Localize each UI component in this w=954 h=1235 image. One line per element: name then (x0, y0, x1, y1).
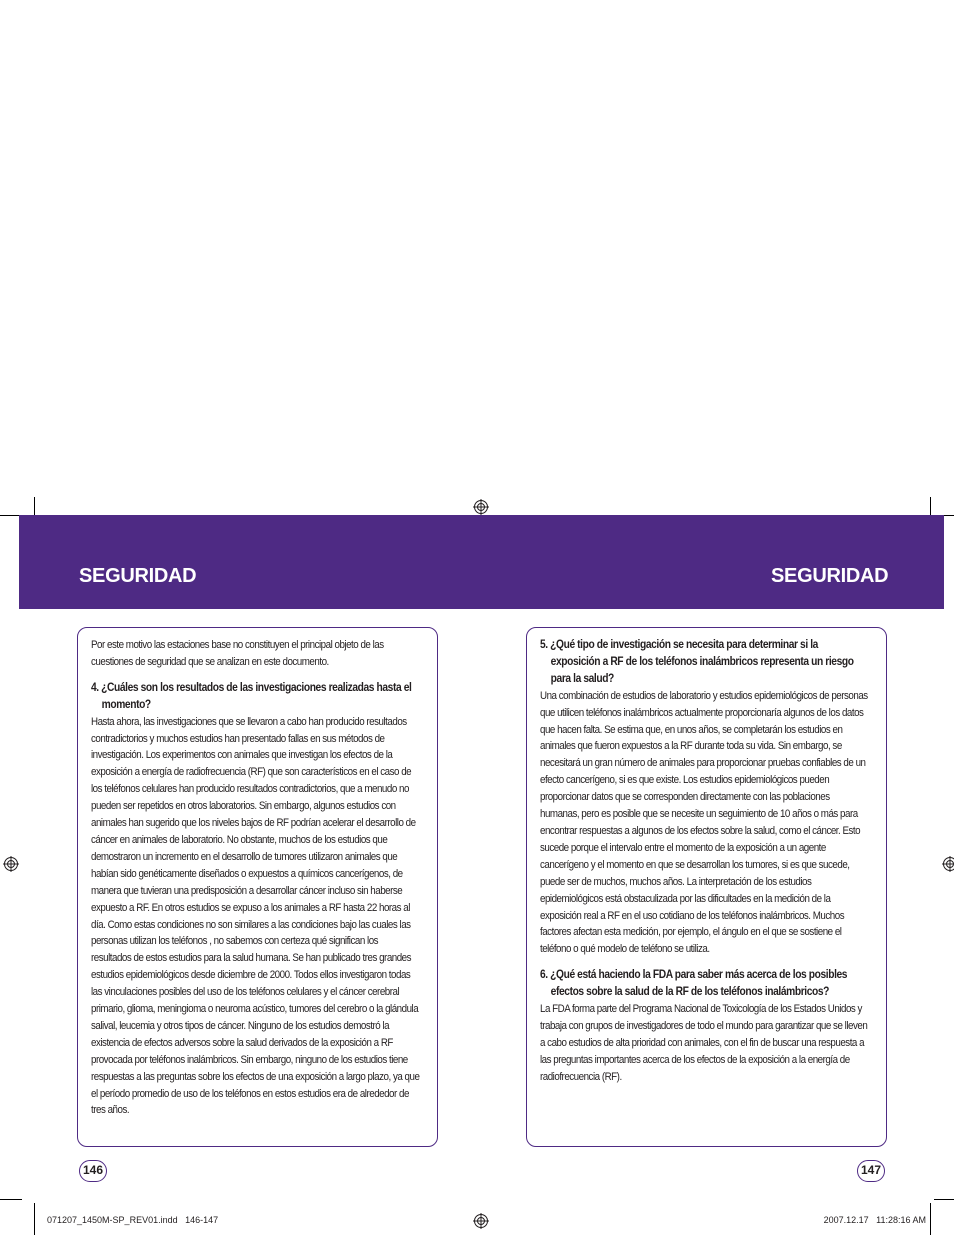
registration-mark-icon (942, 856, 954, 872)
answer-4: Hasta ahora, las investigaciones que se llevaron a cabo han producido resultados contradictorios y muchos estudios han presentado fallas en sus métodos de investigación. Los experimentos con animales que investigan los efectos de la exposición a energía de radiofrecuencia (RF) que son característicos en el caso de los teléfonos celulares han producido resultados contradictorios, que a menudo no pueden ser repetidos en otros laboratorios. Sin embargo, algunos estudios con animales han sugerido que los niveles bajos de RF podrían acelerar el desarrollo de cáncer en animales de laboratorio. No obstante, muchos de los estudios que demostraron un incremento en el desarrollo de tumores utilizaron animales que habían sido genéticamente diseñados o expuestos a químicos cancerígenos, de manera que tuvieran una predisposición a desarrollar cáncer incluso sin haberse expuesto a RF. En otros estudios se expuso a los animales a RF hasta 22 horas al día. Como estas condiciones no son similares a las condiciones bajo las cuales las personas utilizan los teléfonos , no sabemos con certeza qué significan los resultados de estos estudios para la salud humana. Se han publicado tres grandes estudios epidemiológicos desde diciembre de 2000. Todos ellos investigaron todas las vinculaciones posibles del uso de los teléfonos celulares y el cáncer cerebral primario, glioma, meningioma o neuroma acústico, tumores del cerebro o la glándula salival, leucemia y otros tipos de cáncer. Ninguno de los estudios demostró la existencia de efectos adversos sobre la salud derivados de la exposición a RF provocada por teléfonos inalámbricos. Sin embargo, ninguno de los estudios tiene respuestas a las preguntas sobre los efectos de una exposición a largo plazo, ya que el período promedio de uso de los teléfonos en estos estudios era de alrededor de tres años. (91, 715, 420, 1117)
question-6: 6. ¿Qué está haciendo la FDA para saber más acerca de los posibles efectos sobre la salud de la RF de los teléfonos inalámbricos? (540, 969, 848, 999)
left-page-title: SEGURIDAD (79, 565, 197, 587)
left-content (91, 637, 420, 1119)
registration-mark-icon (3, 856, 19, 872)
footer-timestamp: 2007.12.17 11:28:16 AM (823, 1215, 926, 1225)
answer-6: La FDA forma parte del Programa Nacional de Toxicología de los Estados Unidos y trabaja con grupos de investigadores de todo el mundo para garantizar que se lleven a cabo estudios de alta prioridad con animales, con el fin de buscar una respuesta a las preguntas importantes acerca de los efectos de la exposición a la energía de radiofrecuencia (RF). (540, 1003, 868, 1083)
registration-mark-icon (473, 499, 489, 515)
right-content (540, 637, 869, 1086)
page-number-left: 146 (79, 1160, 107, 1182)
crop-mark (934, 1199, 954, 1200)
question-5: 5. ¿Qué tipo de investigación se necesita para determinar si la exposición a RF de los teléfonos inalámbricos representa un riesgo para la salud? (540, 639, 854, 685)
page-number-right: 147 (857, 1160, 885, 1182)
footer-file-info: 071207_1450M-SP_REV01.indd 146-147 (47, 1215, 219, 1225)
intro-paragraph: Por este motivo las estaciones base no constituyen el principal objeto de las cuestiones de seguridad que se analizan en este documento. (91, 639, 384, 668)
answer-5: Una combinación de estudios de laboratorio y estudios epidemiológicos de personas que utilicen teléfonos inalámbricos actualmente proporcionaría algunos de los datos que hacen falta. Se estima que, en unos años, se completarán los estudios en animales que fueron expuestos a la RF durante toda su vida. Sin embargo, se necesitará un gran número de animales para proporcionar pruebas confiables de un efecto cancerígeno, si es que existe. Los estudios epidemiológicos pueden proporcionar datos que se corresponden directamente con las poblaciones humanas, pero es posible que se necesite un seguimiento de 10 años o más para encontrar respuestas a algunos de los efectos sobre la salud, como el cáncer. Esto sucede porque el intervalo entre el momento de la exposición a un agente cancerígeno y el momento en que se desarrollan los tumores, si es que sucede, puede ser de muchos, muchos años. La interpretación de los estudios epidemiológicos está obstaculizada por las dificultades en la medición de la exposición real a RF en el uso cotidiano de los teléfonos inalámbricos. Muchos factores afectan esta medición, por ejemplo, el ángulo en el que se sostiene el teléfono o qué modelo de teléfono se utiliza. (540, 689, 868, 956)
header-banner (19, 515, 944, 609)
right-page-title: SEGURIDAD (771, 565, 889, 587)
crop-mark (34, 1203, 35, 1235)
registration-mark-icon (473, 1213, 489, 1229)
crop-mark (0, 1199, 22, 1200)
crop-mark (930, 1203, 931, 1235)
question-4: 4. ¿Cuáles son los resultados de las investigaciones realizadas hasta el momento? (91, 681, 412, 711)
